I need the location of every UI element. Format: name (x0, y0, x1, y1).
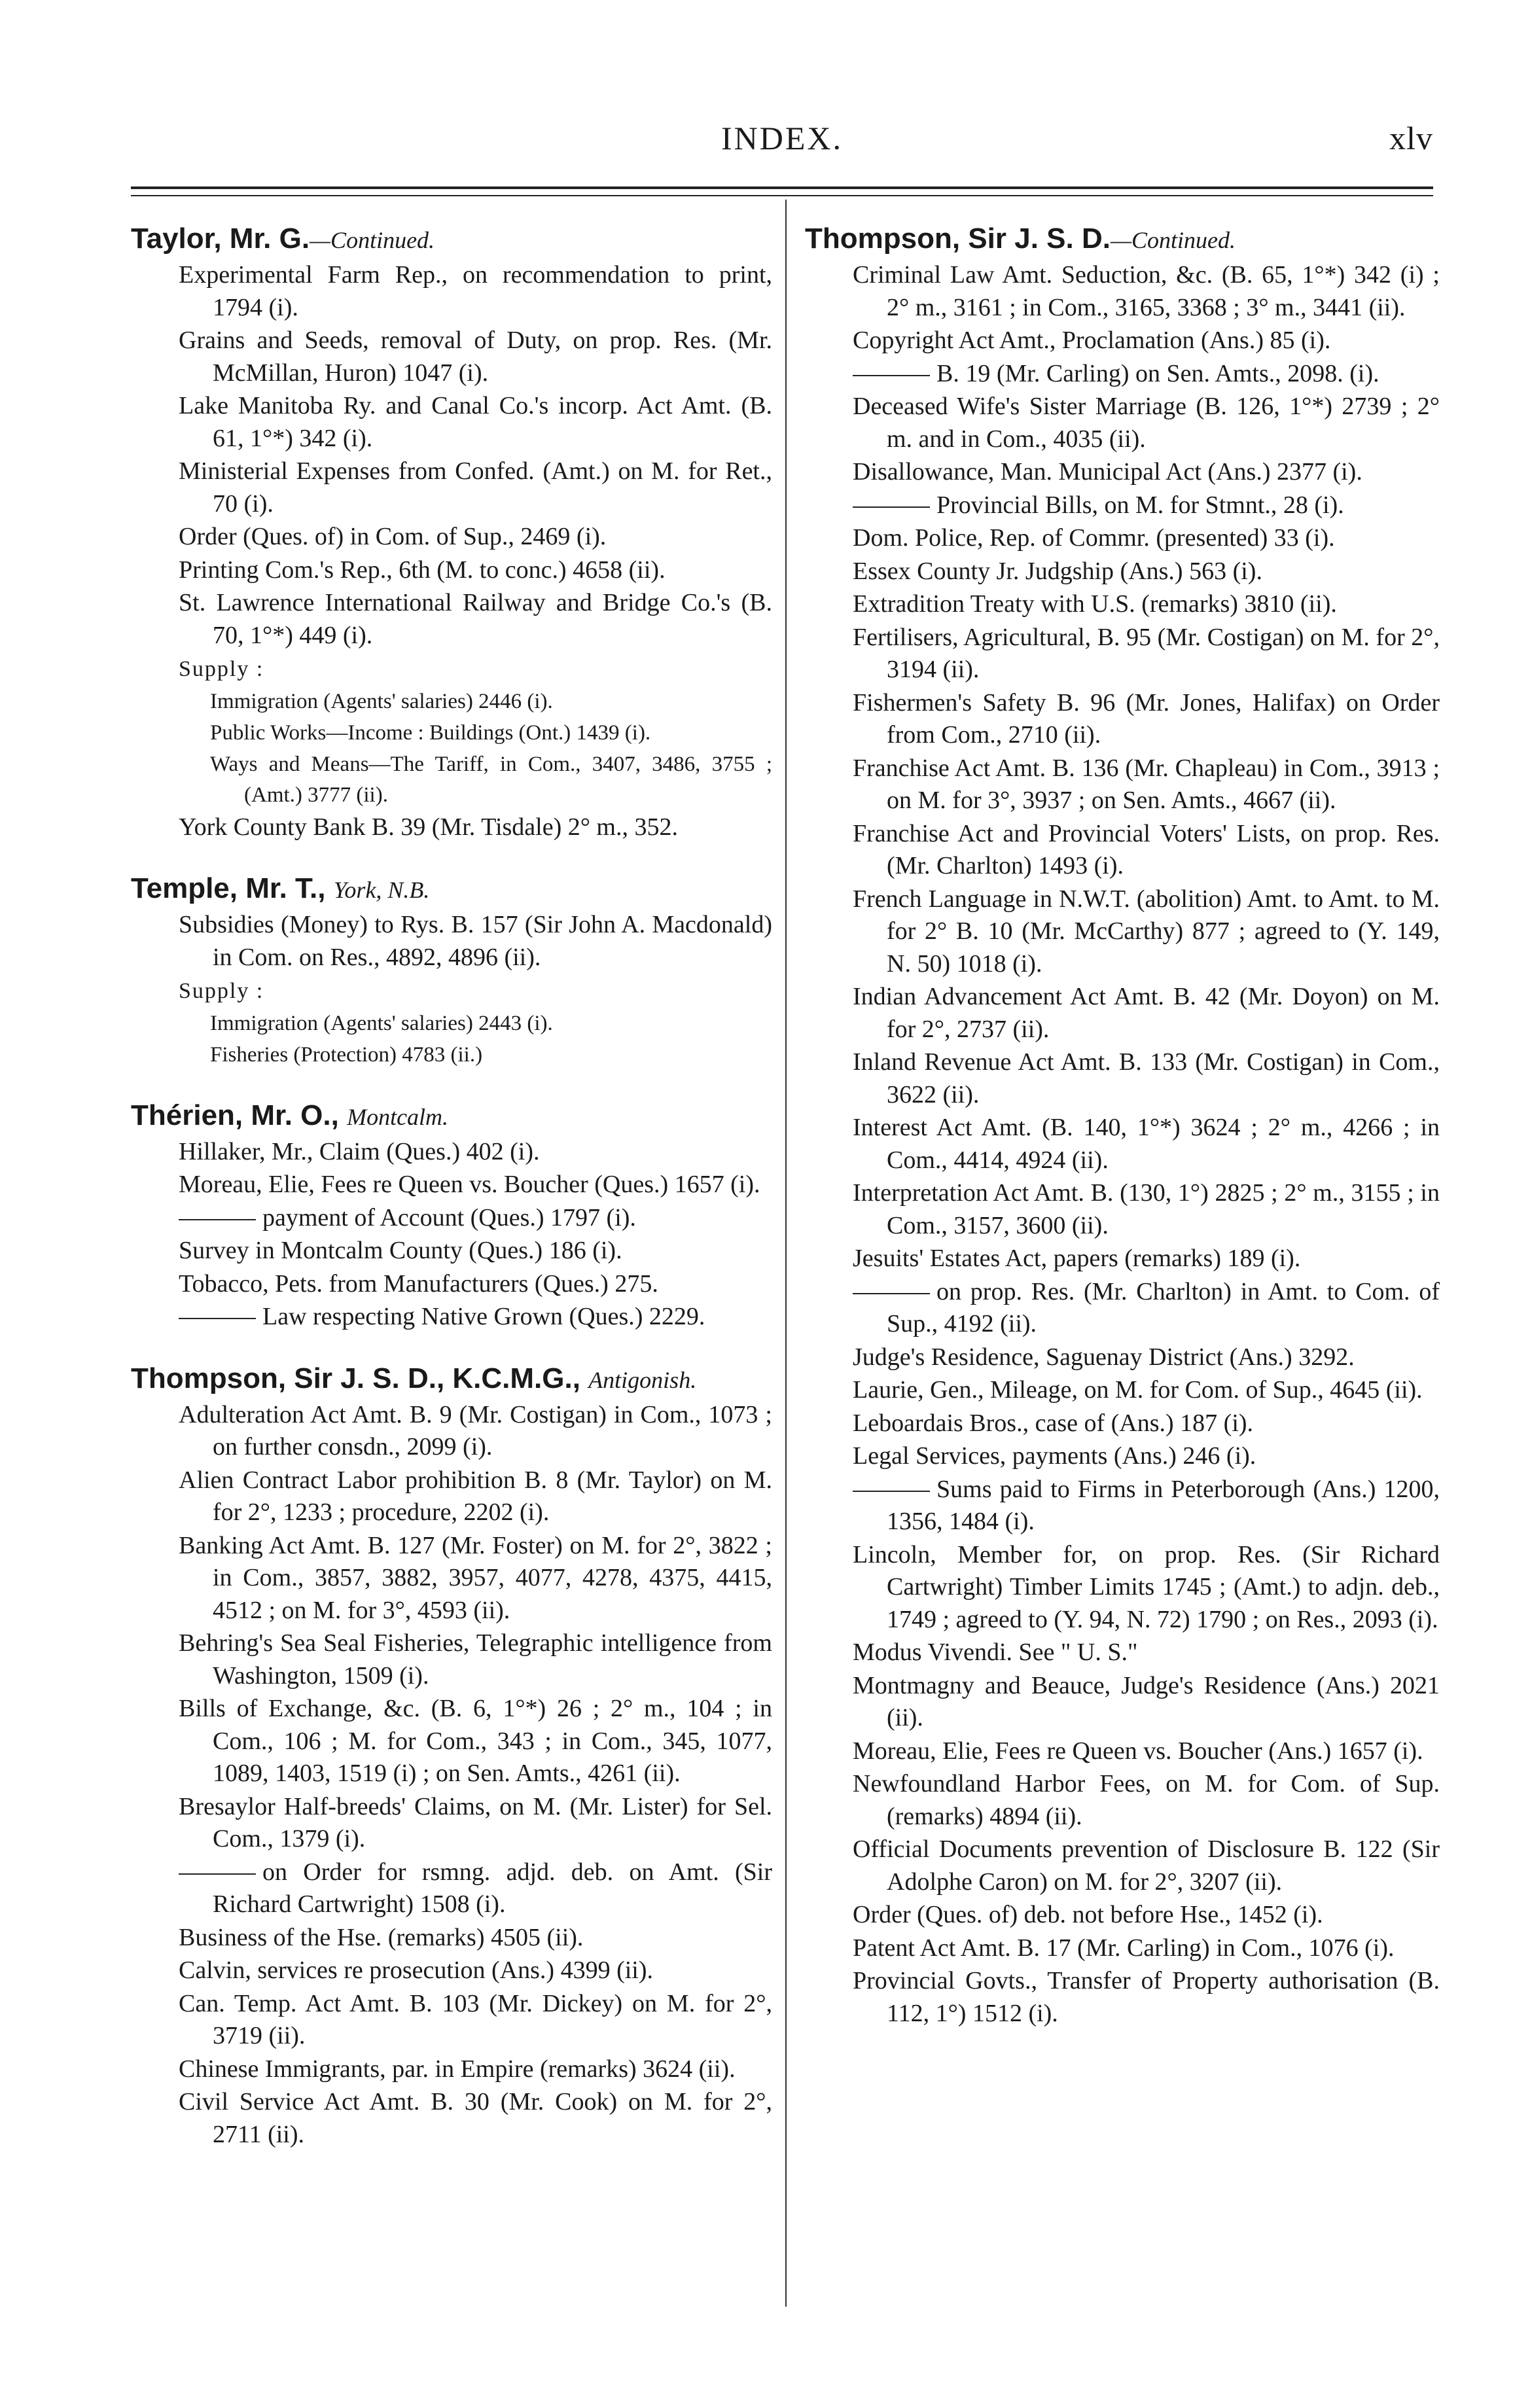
entry-heading (131, 1362, 772, 1396)
left-column (131, 222, 772, 2180)
index-item (805, 358, 1440, 391)
column-divider (785, 200, 787, 2307)
item-text: Alien Contract Labor prohibition B. 8 (Mr. Taylor) on M. for 2°, 1233 ; procedure, 2202 (i). (179, 1466, 772, 1526)
item-text: Franchise Act Amt. B. 136 (Mr. Chapleau) in Com., 3913 ; on M. for 3°, 3937 ; on Sen. Amts., 4667 (ii). (853, 754, 1440, 814)
index-entry (131, 1362, 772, 2151)
item-text: Law respecting Native Grown (Ques.) 2229. (262, 1303, 705, 1330)
item-text: Banking Act Amt. B. 127 (Mr. Foster) on M. for 2°, 3822 ; in Com., 3857, 3882, 3957, 4077, 4278, 4375, 4415, 4512 ; on M. for 3°, 4593 (ii). (179, 1531, 772, 1624)
entry-constituency: Antigonish. (588, 1366, 697, 1393)
item-text: on Order for rsmng. adjd. deb. on Amt. (Sir Richard Cartwright) 1508 (i). (213, 1858, 772, 1918)
ditto-dash (179, 1318, 256, 1319)
item-text: Franchise Act and Provincial Voters' Lists, on prop. Res. (Mr. Charlton) 1493 (i). (853, 819, 1440, 879)
index-item (131, 1202, 772, 1235)
header-rule-thin (131, 195, 1433, 196)
item-text: Fisheries (Protection) 4783 (ii.) (210, 1042, 483, 1067)
index-item (805, 1440, 1440, 1473)
entry-constituency: Montcalm. (347, 1103, 449, 1130)
entry-heading (805, 222, 1440, 257)
index-item (805, 1112, 1440, 1177)
item-text: Leboardais Bros., case of (Ans.) 187 (i). (853, 1409, 1254, 1437)
index-item (805, 1932, 1440, 1965)
index-item (805, 456, 1440, 489)
ditto-dash (853, 1293, 930, 1294)
entry-heading (131, 1099, 772, 1133)
index-item (131, 587, 772, 652)
item-text: Patent Act Amt. B. 17 (Mr. Carling) in Com., 1076 (i). (853, 1934, 1395, 1962)
entry-heading (131, 872, 772, 906)
item-text: Immigration (Agents' salaries) 2446 (i). (210, 689, 553, 713)
index-item (805, 1735, 1440, 1768)
index-item (805, 1374, 1440, 1407)
index-item (131, 554, 772, 587)
item-text: Business of the Hse. (remarks) 4505 (ii). (179, 1923, 584, 1951)
index-item (131, 909, 772, 974)
item-text: Modus Vivendi. See " U. S." (853, 1638, 1138, 1666)
item-text: Montmagny and Beauce, Judge's Residence (Ans.) 2021 (ii). (853, 1671, 1440, 1731)
item-text: Behring's Sea Seal Fisheries, Telegraphic intelligence from Washington, 1509 (i). (179, 1629, 772, 1690)
continued-label: —Continued. (310, 227, 435, 253)
index-item (805, 1046, 1440, 1111)
index-item (805, 1474, 1440, 1538)
item-text: Tobacco, Pets. from Manufacturers (Ques.) 275. (179, 1269, 658, 1298)
index-item (131, 455, 772, 520)
item-text: Chinese Immigrants, par. in Empire (remarks) 3624 (ii). (179, 2055, 736, 2083)
index-item (805, 752, 1440, 817)
index-entry (805, 222, 1440, 2030)
item-text: Supply : (179, 657, 264, 681)
item-text: Jesuits' Estates Act, papers (remarks) 189 (i). (853, 1245, 1301, 1272)
ditto-dash (853, 506, 930, 508)
ditto-dash (853, 1491, 930, 1492)
sub-item (131, 686, 772, 717)
sub-item (131, 718, 772, 749)
item-text: Lake Manitoba Ry. and Canal Co.'s incorp. Act Amt. (B. 61, 1°*) 342 (i). (179, 392, 772, 452)
item-text: Fertilisers, Agricultural, B. 95 (Mr. Costigan) on M. for 2°, 3194 (ii). (853, 623, 1440, 683)
index-item (131, 521, 772, 554)
index-item (805, 1408, 1440, 1440)
item-text: Hillaker, Mr., Claim (Ques.) 402 (i). (179, 1137, 540, 1165)
item-text: Ways and Means—The Tariff, in Com., 3407, 3486, 3755 ; (Amt.) 3777 (ii). (210, 752, 772, 807)
index-item (805, 1341, 1440, 1374)
entry-name: Thérien, Mr. O., (131, 1099, 339, 1131)
index-item (805, 622, 1440, 686)
item-text: Subsidies (Money) to Rys. B. 157 (Sir John A. Macdonald) in Com. on Res., 4892, 4896 (ii). (179, 911, 772, 971)
index-item (131, 1169, 772, 1201)
item-text: Bresaylor Half-breeds' Claims, on M. (Mr. Lister) for Sel. Com., 1379 (i). (179, 1792, 772, 1852)
index-item (131, 1530, 772, 1627)
index-item (805, 1276, 1440, 1341)
index-item (805, 883, 1440, 981)
item-text: Inland Revenue Act Amt. B. 133 (Mr. Costigan) in Com., 3622 (ii). (853, 1048, 1440, 1108)
ditto-dash (853, 375, 930, 376)
right-column (805, 222, 1440, 2059)
index-item (131, 1922, 772, 1955)
item-text: B. 19 (Mr. Carling) on Sen. Amts., 2098. (i). (936, 359, 1379, 387)
item-text: Interpretation Act Amt. B. (130, 1°) 2825 ; 2° m., 3155 ; in Com., 3157, 3600 (ii). (853, 1179, 1440, 1239)
index-item (131, 325, 772, 389)
item-text: on prop. Res. (Mr. Charlton) in Amt. to Com. of Sup., 4192 (ii). (887, 1277, 1440, 1337)
item-text: York County Bank B. 39 (Mr. Tisdale) 2° m., 352. (179, 813, 678, 841)
sub-item (131, 1008, 772, 1039)
index-item (131, 1136, 772, 1169)
item-text: Immigration (Agents' salaries) 2443 (i). (210, 1011, 553, 1035)
index-item (131, 1791, 772, 1856)
index-item (131, 1627, 772, 1692)
item-text: Interest Act Amt. (B. 140, 1°*) 3624 ; 2° m., 4266 ; in Com., 4414, 4924 (ii). (853, 1114, 1440, 1174)
index-item (805, 1637, 1440, 1669)
item-text: St. Lawrence International Railway and Bridge Co.'s (B. 70, 1°*) 449 (i). (179, 589, 772, 649)
entry-name: Thompson, Sir J. S. D. (805, 222, 1111, 255)
index-item (131, 1301, 772, 1334)
index-item (131, 1955, 772, 1987)
index-item (805, 259, 1440, 324)
index-item (131, 811, 772, 844)
index-entry (131, 1099, 772, 1334)
index-item (131, 2053, 772, 2086)
index-item (805, 687, 1440, 752)
index-item (805, 1539, 1440, 1637)
index-item (131, 1693, 772, 1790)
index-item (805, 818, 1440, 883)
continued-label: —Continued. (1110, 227, 1236, 253)
entry-name: Thompson, Sir J. S. D., K.C.M.G., (131, 1362, 580, 1394)
entry-constituency: York, N.B. (333, 877, 430, 903)
index-item (805, 1670, 1440, 1735)
entry-name: Taylor, Mr. G. (131, 222, 310, 255)
page-header (131, 111, 1433, 170)
index-item (805, 1833, 1440, 1898)
item-text: Newfoundland Harbor Fees, on M. for Com. of Sup. (remarks) 4894 (ii). (853, 1770, 1440, 1830)
item-text: Provincial Govts., Transfer of Property authorisation (B. 112, 1°) 1512 (i). (853, 1967, 1440, 2027)
item-text: Supply : (179, 979, 264, 1003)
sub-item (131, 1040, 772, 1071)
index-item (131, 390, 772, 455)
index-item (805, 522, 1440, 555)
item-text: Fishermen's Safety B. 96 (Mr. Jones, Halifax) on Order from Com., 2710 (ii). (853, 688, 1440, 749)
item-text: Copyright Act Amt., Proclamation (Ans.) 85 (i). (853, 327, 1331, 354)
item-text: Dom. Police, Rep. of Commr. (presented) 33 (i). (853, 524, 1335, 552)
index-item (805, 981, 1440, 1046)
item-text: Laurie, Gen., Mileage, on M. for Com. of Sup., 4645 (ii). (853, 1376, 1423, 1404)
item-text: Disallowance, Man. Municipal Act (Ans.) 2377 (i). (853, 458, 1362, 486)
page-number: xlv (1389, 120, 1433, 156)
item-text: Bills of Exchange, &c. (B. 6, 1°*) 26 ; 2° m., 104 ; in Com., 106 ; M. for Com., 343 ; in Com., 345, 1077, 1089, 1403, 1519 (i) ; on Sen. Amts., 4261 (ii). (179, 1695, 772, 1787)
header-rule (131, 186, 1433, 189)
entry-name: Temple, Mr. T., (131, 872, 326, 904)
index-item (131, 1856, 772, 1921)
item-text: Ministerial Expenses from Confed. (Amt.) on M. for Ret., 70 (i). (179, 457, 772, 518)
item-text: Criminal Law Amt. Seduction, &c. (B. 65, 1°*) 342 (i) ; 2° m., 3161 ; in Com., 3165, 3368 ; 3° m., 3441 (ii). (853, 261, 1440, 321)
item-text: Judge's Residence, Saguenay District (Ans.) 3292. (853, 1343, 1355, 1371)
index-item (805, 556, 1440, 588)
item-text: Experimental Farm Rep., on recommendation to print, 1794 (i). (179, 261, 772, 321)
item-text: Adulteration Act Amt. B. 9 (Mr. Costigan) in Com., 1073 ; on further consdn., 2099 (i). (179, 1400, 772, 1461)
item-text: Survey in Montcalm County (Ques.) 186 (i). (179, 1237, 622, 1264)
item-text: Provincial Bills, on M. for Stmnt., 28 (i). (936, 491, 1344, 519)
index-item (131, 1399, 772, 1464)
entry-heading (131, 222, 772, 257)
item-text: Printing Com.'s Rep., 6th (M. to conc.) 4658 (ii). (179, 556, 666, 584)
item-text: Indian Advancement Act Amt. B. 42 (Mr. Doyon) on M. for 2°, 2737 (ii). (853, 983, 1440, 1043)
item-text: Deceased Wife's Sister Marriage (B. 126, 1°*) 2739 ; 2° m. and in Com., 4035 (ii). (853, 393, 1440, 453)
index-item (131, 1464, 772, 1529)
index-item (805, 1177, 1440, 1242)
index-entry (131, 872, 772, 1071)
item-text: Order (Ques. of) deb. not before Hse., 1452 (i). (853, 1901, 1323, 1928)
index-item (131, 1235, 772, 1267)
index-item (131, 1988, 772, 2053)
index-item (131, 259, 772, 324)
item-text: Can. Temp. Act Amt. B. 103 (Mr. Dickey) on M. for 2°, 3719 (ii). (179, 1989, 772, 2049)
item-text: payment of Account (Ques.) 1797 (i). (262, 1203, 636, 1231)
item-text: Public Works—Income : Buildings (Ont.) 1439 (i). (210, 720, 651, 745)
index-entry (131, 222, 772, 843)
page-title: INDEX. (721, 120, 844, 156)
index-item (805, 391, 1440, 455)
item-text: Legal Services, payments (Ans.) 246 (i). (853, 1442, 1256, 1470)
index-item (131, 2086, 772, 2151)
item-text: Grains and Seeds, removal of Duty, on prop. Res. (Mr. McMillan, Huron) 1047 (i). (179, 327, 772, 387)
item-text: Moreau, Elie, Fees re Queen vs. Boucher (Ques.) 1657 (i). (179, 1171, 760, 1198)
index-item (805, 1965, 1440, 2030)
index-item (805, 1243, 1440, 1275)
index-item (131, 1268, 772, 1301)
item-text: Moreau, Elie, Fees re Queen vs. Boucher (Ans.) 1657 (i). (853, 1737, 1423, 1765)
sub-item (131, 749, 772, 811)
section-label (131, 652, 772, 686)
index-item (805, 1899, 1440, 1932)
item-text: Civil Service Act Amt. B. 30 (Mr. Cook) on M. for 2°, 2711 (ii). (179, 2088, 772, 2148)
item-text: Calvin, services re prosecution (Ans.) 4399 (ii). (179, 1956, 653, 1984)
ditto-dash (179, 1873, 256, 1875)
item-text: Extradition Treaty with U.S. (remarks) 3810 (ii). (853, 590, 1337, 618)
item-text: Official Documents prevention of Disclosure B. 122 (Sir Adolphe Caron) on M. for 2°, 3207 (ii). (853, 1835, 1440, 1896)
item-text: Lincoln, Member for, on prop. Res. (Sir Richard Cartwright) Timber Limits 1745 ; (Amt.) to adjn. deb., 1749 ; agreed to (Y. 94, N. 72) 1790 ; on Res., 2093 (i). (853, 1540, 1440, 1633)
item-text: Sums paid to Firms in Peterborough (Ans.) 1200, 1356, 1484 (i). (887, 1475, 1440, 1535)
index-item (805, 489, 1440, 522)
section-label (131, 974, 772, 1008)
item-text: Order (Ques. of) in Com. of Sup., 2469 (i). (179, 523, 607, 550)
index-item (805, 588, 1440, 621)
item-text: Essex County Jr. Judgship (Ans.) 563 (i). (853, 557, 1262, 585)
ditto-dash (179, 1219, 256, 1220)
index-item (805, 325, 1440, 357)
index-item (805, 1768, 1440, 1833)
item-text: French Language in N.W.T. (abolition) Amt. to Amt. to M. for 2° B. 10 (Mr. McCarthy) 877 ; agreed to (Y. 149, N. 50) 1018 (i). (853, 885, 1440, 978)
